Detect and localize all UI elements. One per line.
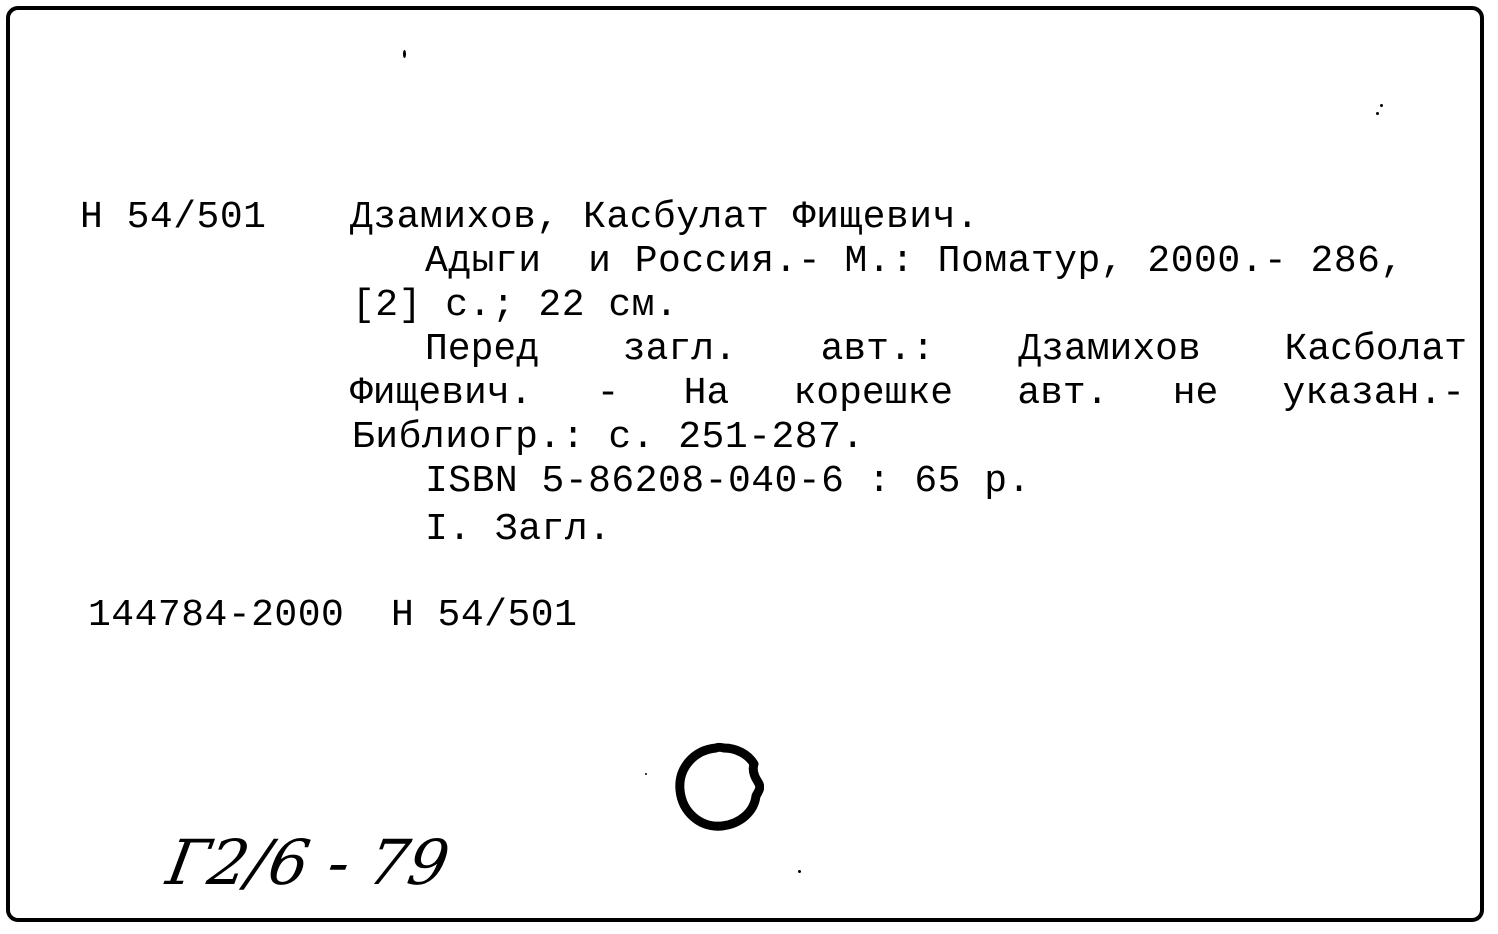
speck: [403, 50, 406, 58]
title-line: Адыги и Россия.- М.: Поматур, 2000.- 286,: [425, 240, 1404, 283]
speck: [645, 773, 647, 775]
speck: [1380, 104, 1383, 107]
note-word: На: [683, 372, 730, 415]
pages-line: [2] с.; 22 см.: [352, 284, 679, 327]
punch-hole: [672, 742, 764, 834]
note-word: Перед: [425, 328, 540, 371]
note-word: не: [1172, 372, 1219, 415]
note-word: авт.: [1017, 372, 1109, 415]
speck: [1376, 112, 1379, 115]
note-word: корешке: [793, 372, 954, 415]
note-word: загл.: [622, 328, 737, 371]
note-word: указан.-: [1282, 372, 1465, 415]
isbn-line: ISBN 5-86208-040-6 : 65 р.: [425, 460, 1031, 503]
accession-number: 144784-2000 Н 54/501: [88, 594, 578, 637]
note-word: Дзамихов: [1018, 328, 1201, 371]
shelf-mark: Н 54/501: [80, 196, 267, 239]
author-heading: Дзамихов, Касбулат Фищевич.: [350, 196, 980, 239]
note-line-2: [350, 372, 1465, 416]
note-word: Касболат: [1284, 328, 1467, 371]
note-word: Фищевич.: [350, 372, 533, 415]
handwritten-mark: Г2/6 - 79: [161, 826, 455, 899]
note-word: авт.:: [820, 328, 935, 371]
note-word: -: [596, 372, 620, 415]
note-line-1: [425, 328, 1467, 372]
bibliography-note: Библиогр.: с. 251-287.: [352, 416, 865, 459]
speck: [798, 870, 801, 873]
tracing-line: I. Загл.: [425, 508, 612, 551]
